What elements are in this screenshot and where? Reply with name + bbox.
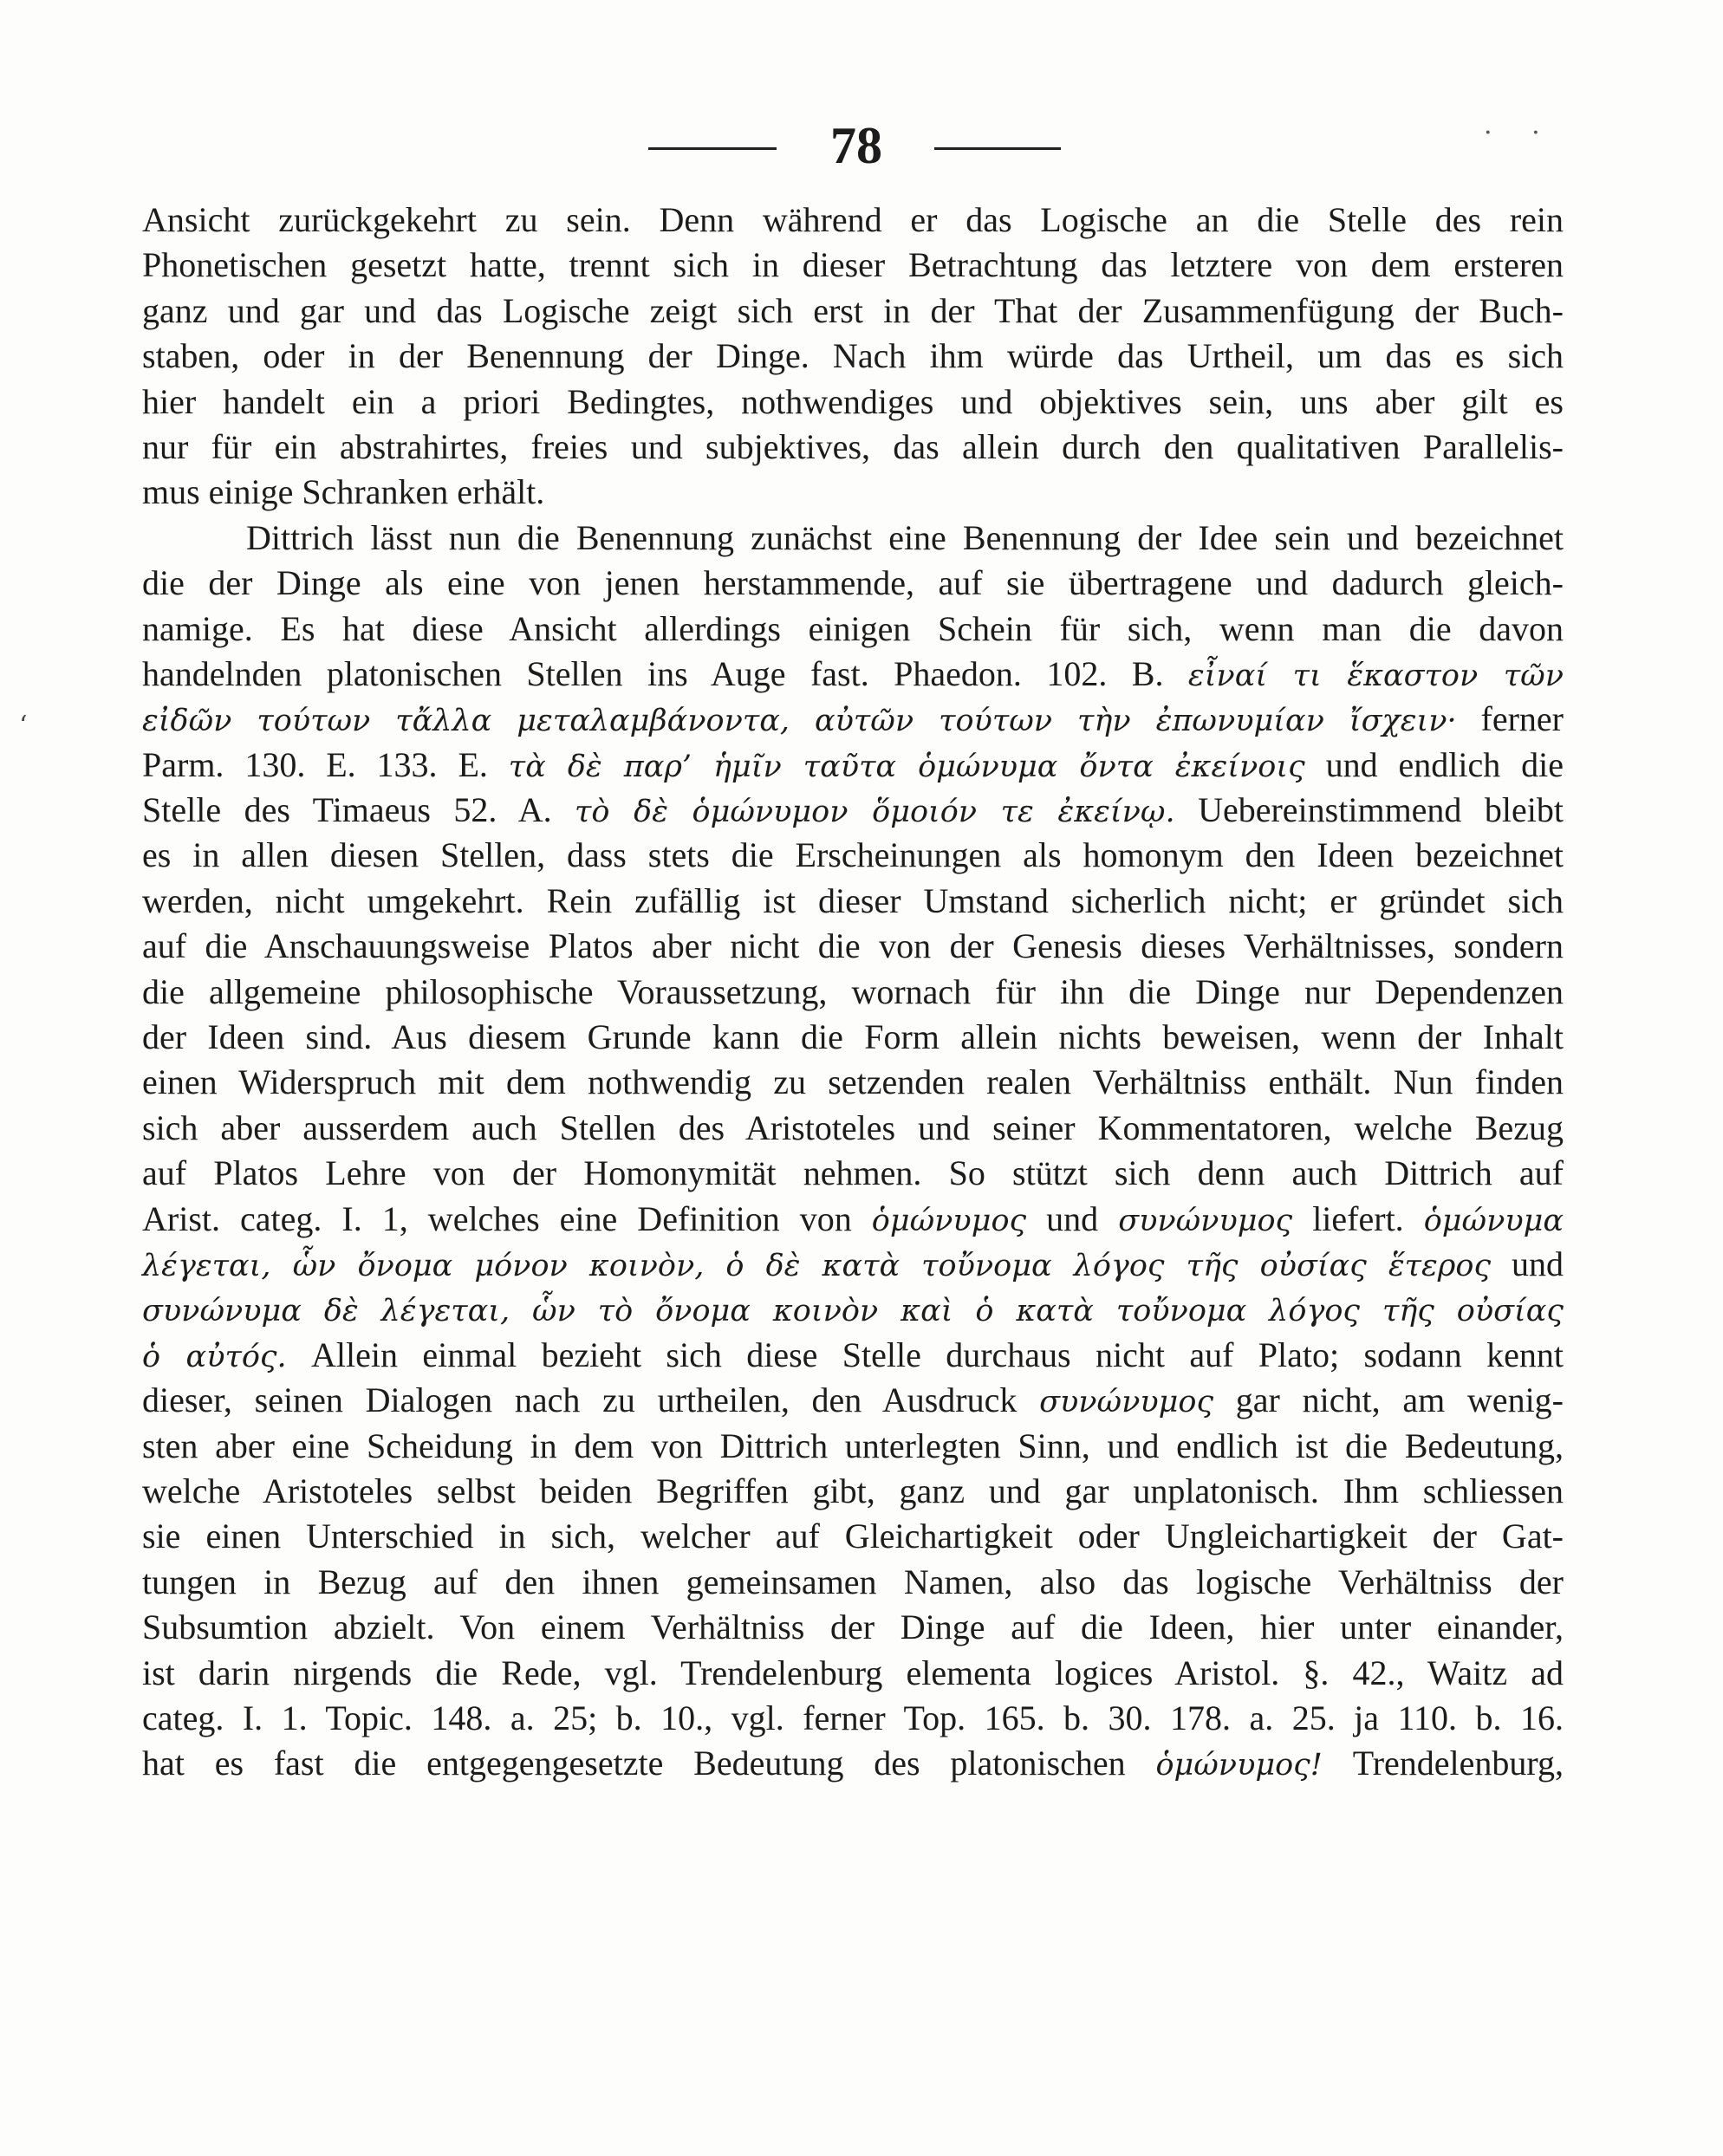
page-number: 78	[830, 117, 882, 174]
text-line: es in allen diesen Stellen, dass stets die Erscheinungen als homonym den Ideen bezeichnet	[142, 835, 1564, 875]
margin-mark: ‘	[19, 711, 28, 741]
text-line: handelnden platonischen Stellen ins Auge fast. Phaedon. 102. B. εἶναί τι ἕκαστον τῶν	[142, 653, 1564, 693]
text-line: staben, oder in der Benennung der Dinge. Nach ihm würde das Urtheil, um das es sich	[142, 336, 1564, 376]
text-line: ὁ αὐτός. Allein einmal bezieht sich diese Stelle durchaus nicht auf Plato; sodann kennt	[142, 1335, 1564, 1374]
greek-word: ὁμώνυμος!	[1155, 1748, 1323, 1783]
body-text	[142, 198, 1564, 1787]
text-line: λέγεται, ὧν ὄνομα μόνον κοινὸν, ὁ δὲ κατὰ τοὔνομα λόγος τῆς οὐσίας ἕτερος und	[142, 1244, 1564, 1283]
text-line: die der Dinge als eine von jenen herstammende, auf sie übertragene und dadurch gleich-	[142, 563, 1564, 603]
header-rule-left	[648, 147, 777, 150]
text-line: einen Widerspruch mit dem nothwendig zu setzenden realen Verhältniss enthält. Nun finden	[142, 1062, 1564, 1102]
greek-quote: ὁ αὐτός.	[142, 1339, 287, 1374]
text-line: εἰδῶν τούτων τἄλλα μεταλαμβάνοντα, αὐτῶν τούτων τὴν ἐπωνυμίαν ἴσχειν· ferner	[142, 699, 1564, 739]
text-line: die allgemeine philosophische Voraussetzung, wornach für ihn die Dinge nur Dependenzen	[142, 971, 1564, 1011]
text-line: werden, nicht umgekehrt. Rein zufällig ist dieser Umstand sicherlich nicht; er gründet sich	[142, 880, 1564, 920]
text-line: auf die Anschauungsweise Platos aber nicht die von der Genesis dieses Verhältnisses, sondern	[142, 926, 1564, 966]
text-line: der Ideen sind. Aus diesem Grunde kann die Form allein nichts beweisen, wenn der Inhalt	[142, 1017, 1564, 1057]
text-line: Dittrich lässt nun die Benennung zunächst eine Benennung der Idee sein und bezeichnet	[246, 517, 1564, 557]
greek-word: ὁμώνυμος	[871, 1203, 1027, 1238]
greek-quote: τὰ δὲ παρ’ ἡμῖν ταῦτα ὁμώνυμα ὄντα ἐκείνοις	[508, 749, 1305, 784]
text-line: sie einen Unterschied in sich, welcher auf Gleichartigkeit oder Ungleichartigkeit der Gat-	[142, 1516, 1564, 1556]
text-line: categ. I. 1. Topic. 148. a. 25; b. 10., vgl. ferner Top. 165. b. 30. 178. a. 25. ja 110. b. 16.	[142, 1698, 1564, 1737]
text-line: tungen in Bezug auf den ihnen gemeinsamen Namen, also das logische Verhältniss der	[142, 1562, 1564, 1601]
greek-word: ὁμώνυμα	[1423, 1203, 1564, 1238]
text-line: Subsumtion abzielt. Von einem Verhältniss der Dinge auf die Ideen, hier unter einander,	[142, 1607, 1564, 1647]
greek-quote: εἶναί τι ἕκαστον τῶν	[1187, 658, 1564, 693]
greek-word: συνώνυμος	[1039, 1385, 1214, 1420]
text-line: welche Aristoteles selbst beiden Begriffen gibt, ganz und gar unplatonisch. Ihm schliessen	[142, 1471, 1564, 1510]
text-line: auf Platos Lehre von der Homonymität nehmen. So stützt sich denn auch Dittrich auf	[142, 1153, 1564, 1193]
text-line: sten aber eine Scheidung in dem von Dittrich unterlegten Sinn, und endlich ist die Bedeutung,	[142, 1425, 1564, 1465]
greek-quote: λέγεται, ὧν ὄνομα μόνον κοινὸν, ὁ δὲ κατὰ τοὔνομα λόγος τῆς οὐσίας ἕτερος	[142, 1248, 1492, 1283]
greek-quote: εἰδῶν τούτων τἄλλα μεταλαμβάνοντα, αὐτῶν τούτων τὴν ἐπωνυμίαν ἴσχειν·	[142, 704, 1457, 739]
text-line: sich aber ausserdem auch Stellen des Aristoteles und seiner Kommentatoren, welche Bezug	[142, 1107, 1564, 1147]
greek-word: συνώνυμος	[1118, 1203, 1293, 1238]
text-line: Ansicht zurückgekehrt zu sein. Denn während er das Logische an die Stelle des rein	[142, 200, 1564, 239]
text-line: dieser, seinen Dialogen nach zu urtheilen, den Ausdruck συνώνυμος gar nicht, am wenig-	[142, 1380, 1564, 1420]
greek-quote: τὸ δὲ ὁμώνυμον ὅμοιόν τε ἐκείνῳ.	[575, 795, 1175, 830]
greek-quote: συνώνυμα δὲ λέγεται, ὧν τὸ ὄνομα κοινὸν καὶ ὁ κατὰ τοὔνομα λόγος τῆς οὐσίας	[142, 1294, 1564, 1329]
text-line: Parm. 130. E. 133. E. τὰ δὲ παρ’ ἡμῖν ταῦτα ὁμώνυμα ὄντα ἐκείνοις und endlich die	[142, 744, 1564, 784]
text-line: ist darin nirgends die Rede, vgl. Trendelenburg elementa logices Aristol. §. 42., Waitz ad	[142, 1653, 1564, 1692]
header-rule-right	[934, 147, 1061, 150]
text-line	[142, 1287, 1564, 1332]
text-line: Arist. categ. I. 1, welches eine Definition von ὁμώνυμος und συνώνυμος liefert. ὁμώνυμα	[142, 1198, 1564, 1238]
text-line: namige. Es hat diese Ansicht allerdings einigen Schein für sich, wenn man die davon	[142, 608, 1564, 648]
header-dots: · ·	[1484, 118, 1556, 148]
text-line: ganz und gar und das Logische zeigt sich erst in der That der Zusammenfügung der Buch-	[142, 290, 1564, 330]
page-header	[0, 111, 1723, 180]
text-line: nur für ein abstrahirtes, freies und subjektives, das allein durch den qualitativen Parallelis-	[142, 426, 1564, 466]
text-line: mus einige Schranken erhält.	[142, 472, 545, 512]
text-line: hat es fast die entgegengesetzte Bedeutung des platonischen ὁμώνυμος! Trendelenburg,	[142, 1744, 1564, 1783]
text-line: hier handelt ein a priori Bedingtes, nothwendiges und objektives sein, uns aber gilt es	[142, 381, 1564, 421]
text-line: Phonetischen gesetzt hatte, trennt sich in dieser Betrachtung das letztere von dem ersteren	[142, 245, 1564, 285]
text-line: Stelle des Timaeus 52. A. τὸ δὲ ὁμώνυμον ὅμοιόν τε ἐκείνῳ. Uebereinstimmend bleibt	[142, 790, 1564, 830]
